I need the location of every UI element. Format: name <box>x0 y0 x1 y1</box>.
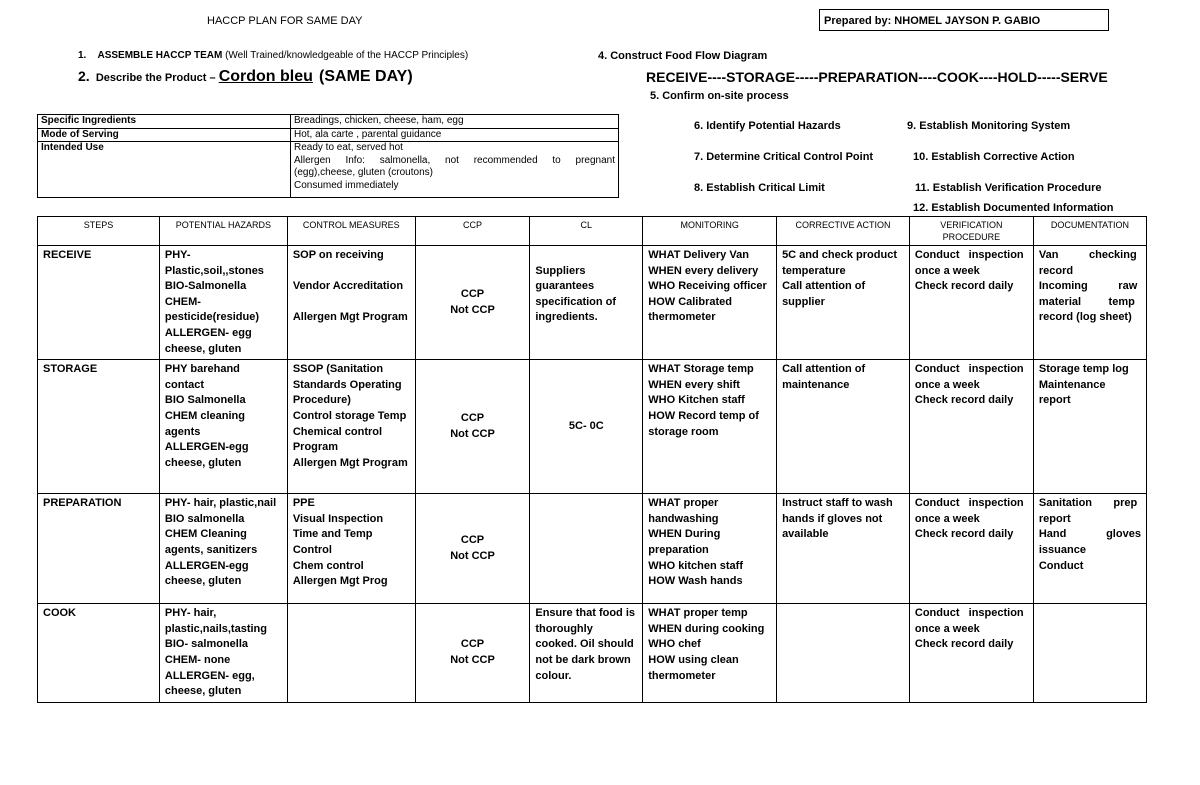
monitoring-line: WHEN every shift <box>648 378 740 391</box>
hazard-line: CHEM cleaning <box>164 409 245 422</box>
verification-line: once a week <box>914 378 980 391</box>
control-line: Chem control <box>292 559 364 572</box>
table-row <box>38 604 1147 703</box>
product-description-table <box>37 114 619 198</box>
documentation-line: report <box>1038 394 1071 407</box>
header-steps: STEPS <box>38 217 160 246</box>
step-1-bold: ASSEMBLE HACCP TEAM <box>97 50 223 61</box>
documentation-line: record <box>1038 264 1074 277</box>
monitoring-line: HOW Wash hands <box>648 575 743 588</box>
cl-line: Suppliers <box>535 264 586 277</box>
control-line: Control storage Temp <box>292 409 407 422</box>
hazard-line: ALLERGEN- egg, <box>164 669 255 682</box>
step-1-number: 1. <box>78 50 87 61</box>
controls-cell <box>287 494 415 604</box>
step-11: 11. Establish Verification Procedure <box>915 182 1102 194</box>
control-line: Program <box>292 441 339 454</box>
corrective-line: 5C and check product <box>782 249 897 261</box>
control-line: Visual Inspection <box>292 512 384 525</box>
control-line <box>293 264 410 280</box>
haccp-plan-table <box>37 216 1147 703</box>
table-row <box>38 128 619 142</box>
step-cell: COOK <box>38 604 160 703</box>
monitoring-line: handwashing <box>648 512 719 525</box>
cl-line <box>535 248 637 264</box>
cl-cell <box>530 360 643 494</box>
monitoring-line: WHEN During <box>648 528 721 541</box>
documentation-line: Hand gloves <box>1038 528 1141 541</box>
ccp-line: CCP <box>460 534 485 547</box>
hazard-line: cheese, gluten <box>164 685 242 698</box>
hazard-line: ALLERGEN-egg <box>164 441 249 454</box>
documentation-line: material temp <box>1038 295 1135 308</box>
monitoring-line: storage room <box>648 425 719 438</box>
monitoring-line: HOW Record temp of <box>648 409 759 422</box>
hazard-line: plastic,nails,tasting <box>164 622 267 635</box>
monitoring-line: thermometer <box>648 311 716 324</box>
step-12: 12. Establish Documented Information <box>913 202 1114 214</box>
verification-line: once a week <box>914 264 980 277</box>
documentation-line: Conduct <box>1038 559 1084 572</box>
corrective-line: available <box>782 528 829 541</box>
controls-cell <box>287 604 415 703</box>
corrective-line: Instruct staff to wash <box>782 497 893 510</box>
verification-line: Check record daily <box>914 394 1014 407</box>
corrective-cell <box>777 246 910 360</box>
documentation-line: Sanitation prep <box>1038 497 1138 510</box>
header-verification-procedure: VERIFICATION PROCEDURE <box>909 217 1033 246</box>
hazard-line: BIO salmonella <box>164 512 245 525</box>
table-row <box>38 142 619 198</box>
ccp-line: CCP <box>460 287 485 300</box>
monitoring-line: WHAT proper <box>648 497 719 510</box>
hazard-line: PHY- hair, <box>164 607 217 620</box>
product-suffix: (SAME DAY) <box>319 68 413 85</box>
corrective-cell <box>777 604 910 703</box>
cl-line: colour. <box>535 669 572 682</box>
cl-line: specification of <box>535 295 617 308</box>
corrective-line: temperature <box>782 264 846 277</box>
header-control-measures: CONTROL MEASURES <box>287 217 415 246</box>
control-line: Vendor Accreditation <box>292 280 404 293</box>
verification-cell <box>909 494 1033 604</box>
food-flow-diagram: RECEIVE----STORAGE-----PREPARATION----COOK----HOLD-----SERVE <box>646 69 1108 85</box>
step-2-label: Describe the Product – <box>95 72 219 84</box>
hazards-cell <box>159 360 287 494</box>
corrective-line: Call attention of <box>782 280 866 293</box>
product-name: Cordon bleu <box>218 68 313 85</box>
monitoring-line: thermometer <box>648 669 716 682</box>
cl-cell <box>530 604 643 703</box>
verification-line: Check record daily <box>914 528 1014 541</box>
step-cell: STORAGE <box>38 360 160 494</box>
header-ccp: CCP <box>415 217 530 246</box>
control-line: Control <box>292 543 332 556</box>
ccp-line: Not CCP <box>450 549 495 562</box>
control-line: Standards Operating <box>292 378 402 391</box>
verification-line: Check record daily <box>914 280 1014 293</box>
verification-line: Conduct inspection <box>914 607 1024 620</box>
hazard-line: BIO Salmonella <box>164 394 246 407</box>
monitoring-line: WHO Receiving officer <box>648 280 767 293</box>
hazards-cell <box>159 604 287 703</box>
documentation-line: record (log sheet) <box>1038 311 1132 324</box>
monitoring-cell <box>643 246 777 360</box>
monitoring-line: WHAT proper temp <box>648 607 748 620</box>
verification-cell <box>909 246 1033 360</box>
control-line: SSOP (Sanitation <box>292 363 384 376</box>
control-line: Chemical control <box>292 425 383 438</box>
ccp-line: CCP <box>460 638 485 651</box>
header-potential-hazards: POTENTIAL HAZARDS <box>159 217 287 246</box>
cl-line: thoroughly <box>535 622 593 635</box>
documentation-line: Maintenance <box>1038 378 1106 391</box>
hazard-line: CHEM- none <box>164 653 231 666</box>
step-cell: PREPARATION <box>38 494 160 604</box>
step-8: 8. Establish Critical Limit <box>694 182 825 194</box>
step-2-number: 2. <box>78 68 90 84</box>
header-documentation: DOCUMENTATION <box>1033 217 1146 246</box>
monitoring-line: WHO chef <box>648 638 701 651</box>
verification-line: Check record daily <box>914 638 1014 651</box>
documentation-cell <box>1033 360 1146 494</box>
hazard-line: cheese, gluten <box>164 342 242 355</box>
monitoring-line: WHAT Storage temp <box>648 363 754 376</box>
corrective-line: Call attention of <box>782 363 866 376</box>
header-row <box>38 217 1147 246</box>
ccp-cell <box>415 360 530 494</box>
verification-line: Conduct inspection <box>914 497 1024 510</box>
hazard-line: agents <box>164 425 201 438</box>
hazard-line: Plastic,soil,,stones <box>164 264 264 277</box>
verification-cell <box>909 604 1033 703</box>
control-line <box>293 295 410 311</box>
ccp-line: Not CCP <box>450 653 495 666</box>
monitoring-line: WHAT Delivery Van <box>648 249 749 261</box>
hazard-line: ALLERGEN-egg <box>164 559 249 572</box>
prepared-by-box: Prepared by: NHOMEL JAYSON P. GABIO <box>819 9 1109 31</box>
monitoring-line: WHO Kitchen staff <box>648 394 745 407</box>
ccp-cell <box>415 494 530 604</box>
header-corrective-action: CORRECTIVE ACTION <box>777 217 910 246</box>
control-line: Procedure) <box>292 394 351 407</box>
hazards-cell <box>159 494 287 604</box>
table-row <box>38 360 1147 494</box>
documentation-line: report <box>1038 512 1071 525</box>
hazard-line: CHEM- <box>164 295 201 308</box>
monitoring-line: HOW using clean <box>648 653 739 666</box>
intended-use-line: Ready to eat, served hot <box>294 142 403 153</box>
control-line: Allergen Mgt Prog <box>292 575 388 588</box>
corrective-cell <box>777 360 910 494</box>
ccp-cell <box>415 246 530 360</box>
cl-line: Ensure that food is <box>535 607 635 620</box>
cl-line: cooked. Oil should <box>535 638 634 651</box>
verification-line: once a week <box>914 622 980 635</box>
hazard-line: PHY- hair, plastic,nail <box>164 497 277 510</box>
intended-use-line: (egg),cheese, gluten (croutons) <box>294 167 433 178</box>
serving-label: Mode of Serving <box>38 128 291 142</box>
step-1 <box>78 50 468 61</box>
cl-cell <box>530 494 643 604</box>
control-line: Allergen Mgt Program <box>292 456 408 469</box>
cl-line: 5C- 0C <box>568 419 604 432</box>
hazard-line: PHY barehand contact <box>164 363 240 391</box>
hazard-line: cheese, gluten <box>164 456 242 469</box>
verification-line: Conduct inspection <box>914 363 1024 376</box>
step-6: 6. Identify Potential Hazards <box>694 120 841 132</box>
verification-cell <box>909 360 1033 494</box>
hazard-line: agents, sanitizers <box>164 543 258 556</box>
documentation-cell <box>1033 494 1146 604</box>
ingredients-value: Breadings, chicken, cheese, ham, egg <box>291 115 619 129</box>
controls-cell <box>287 360 415 494</box>
controls-cell <box>287 246 415 360</box>
monitoring-line: HOW Calibrated <box>648 295 732 308</box>
documentation-line: Incoming raw <box>1038 280 1138 293</box>
ccp-line: Not CCP <box>450 427 495 440</box>
control-line: Time and Temp <box>292 528 373 541</box>
header-cl: CL <box>530 217 643 246</box>
hazard-line: ALLERGEN- egg <box>164 326 252 339</box>
documentation-cell <box>1033 246 1146 360</box>
documentation-line: Storage temp log <box>1038 363 1129 376</box>
haccp-table-body <box>38 246 1147 703</box>
monitoring-cell <box>643 360 777 494</box>
intended-use-line: Consumed immediately <box>294 179 399 191</box>
hazard-line: PHY- <box>164 249 191 261</box>
hazard-line: pesticide(residue) <box>164 311 260 324</box>
table-row <box>38 246 1147 360</box>
step-1-rest: (Well Trained/knowledgeable of the HACCP Principles) <box>222 50 469 61</box>
ccp-line: Not CCP <box>450 303 495 316</box>
ccp-cell <box>415 604 530 703</box>
cl-line: ingredients. <box>535 311 598 324</box>
step-10: 10. Establish Corrective Action <box>913 151 1075 163</box>
corrective-line: maintenance <box>782 378 850 391</box>
ccp-line: CCP <box>460 412 485 425</box>
documentation-line: issuance <box>1038 543 1086 556</box>
step-5: 5. Confirm on-site process <box>650 90 789 102</box>
verification-line: Conduct inspection <box>914 249 1024 261</box>
control-line: PPE <box>292 497 315 510</box>
header-monitoring: MONITORING <box>643 217 777 246</box>
corrective-cell <box>777 494 910 604</box>
intended-use-label: Intended Use <box>38 142 291 198</box>
step-7: 7. Determine Critical Control Point <box>694 151 874 163</box>
monitoring-line: WHEN every delivery <box>648 264 759 277</box>
cl-line: guarantees <box>535 280 595 293</box>
document-title: HACCP PLAN FOR SAME DAY <box>207 15 363 27</box>
step-2 <box>78 68 413 86</box>
step-cell: RECEIVE <box>38 246 160 360</box>
monitoring-line: WHO kitchen staff <box>648 559 743 572</box>
monitoring-cell <box>643 604 777 703</box>
hazard-line: CHEM Cleaning <box>164 528 247 541</box>
monitoring-line: preparation <box>648 543 709 556</box>
step-9: 9. Establish Monitoring System <box>907 120 1071 132</box>
documentation-cell <box>1033 604 1146 703</box>
intended-use-value <box>291 142 619 198</box>
corrective-line: hands if gloves not <box>782 512 883 525</box>
corrective-line: supplier <box>782 295 825 308</box>
control-line: SOP on receiving <box>292 249 384 261</box>
hazard-line: BIO- salmonella <box>164 638 249 651</box>
ingredients-label: Specific Ingredients <box>38 115 291 129</box>
hazard-line: cheese, gluten <box>164 575 242 588</box>
verification-line: once a week <box>914 512 980 525</box>
hazards-cell <box>159 246 287 360</box>
serving-value: Hot, ala carte , parental guidance <box>291 128 619 142</box>
cl-cell <box>530 246 643 360</box>
cl-line: not be dark brown <box>535 653 631 666</box>
monitoring-cell <box>643 494 777 604</box>
step-4: 4. Construct Food Flow Diagram <box>598 50 768 62</box>
documentation-line: Van checking <box>1038 249 1137 261</box>
monitoring-line: WHEN during cooking <box>648 622 765 635</box>
control-line: Allergen Mgt Program <box>292 311 408 324</box>
table-row <box>38 115 619 129</box>
hazard-line: BIO-Salmonella <box>164 280 247 293</box>
table-row <box>38 494 1147 604</box>
intended-use-line: Allergen Info: salmonella, not recommended to pregnant <box>294 154 615 166</box>
